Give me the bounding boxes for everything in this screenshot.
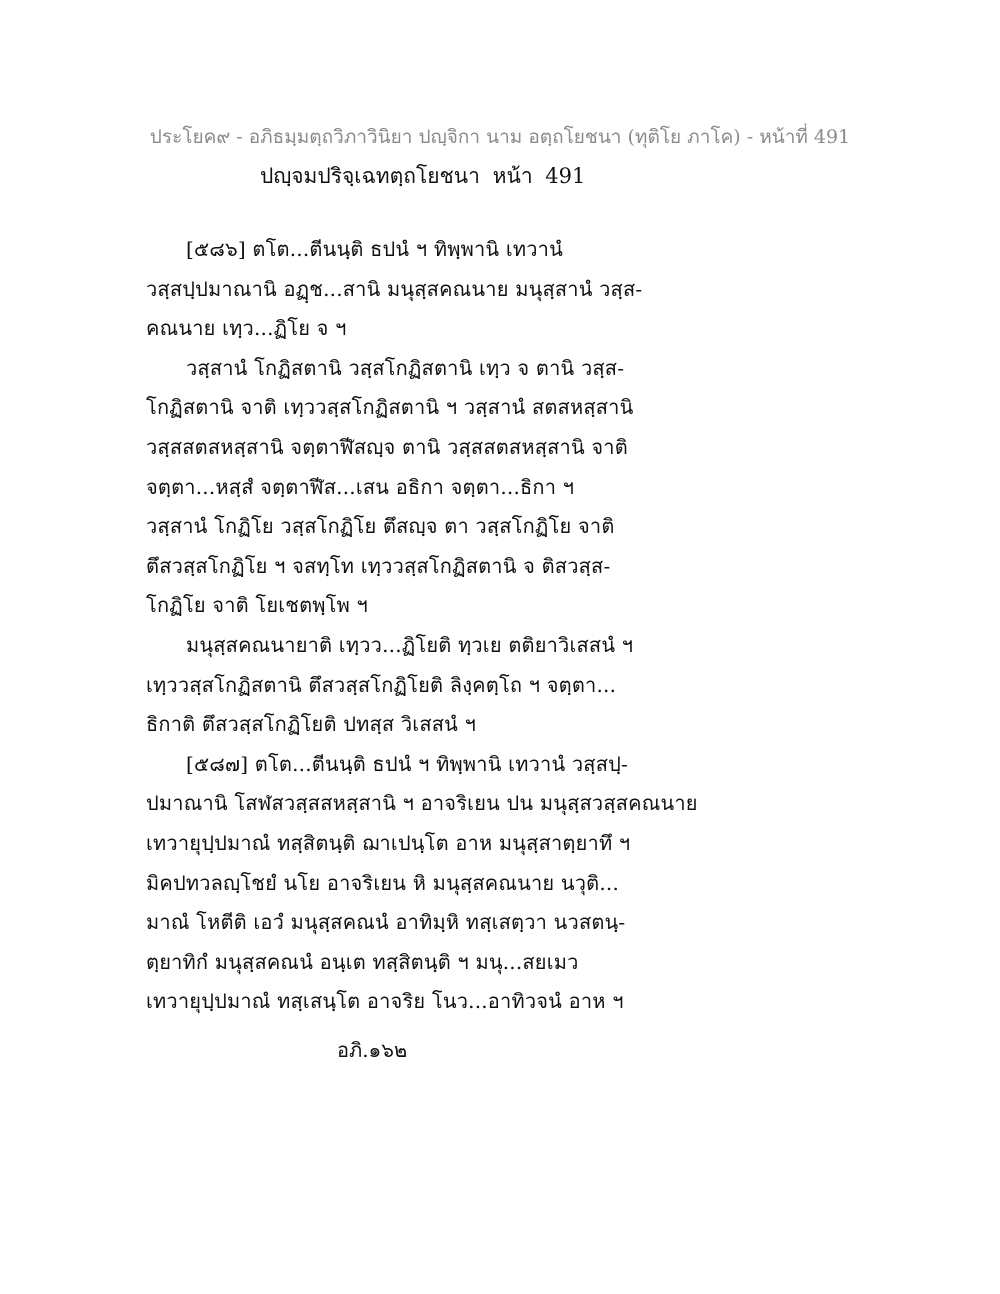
body-text	[146, 230, 846, 1022]
text-line: วสฺสปฺปมาณานิ อฏฺช...สานิ มนุสฺสคณนาย มนุสฺสานํ วสฺส-	[146, 276, 643, 301]
text-line: ตฺยาทิกํ มนุสฺสคณนํ อนฺเต ทสฺสิตนฺติ ฯ มนุ...สยเมว	[146, 949, 579, 974]
text-line: วสฺสสตสหสฺสานิ จตฺตาฬีสญฺจ ตานิ วสฺสสตสหสฺสานิ จาติ	[146, 434, 628, 459]
text-line: มิคปทวลญฺโชยํ นโย อาจริเยน หิ มนุสฺสคณนาย นวุติ...	[146, 870, 620, 895]
text-line: จตฺตา...หสฺสํ จตฺตาฬีส...เสน อธิกา จตฺตา...ธิกา ฯ	[146, 474, 575, 499]
text-line: มาณํ โหตีติ เอวํ มนุสฺสคณนํ อาทิมฺหิ ทสฺเสตฺวา นวสตนฺ-	[146, 910, 626, 935]
text-line: วสฺสานํ โกฏิโย วสฺสโกฏิโย ตึสญฺจ ตา วสฺสโกฏิโย จาติ	[146, 514, 615, 539]
text-line: โกฏิสตานิ จาติ เทฺววสฺสโกฏิสตานิ ฯ วสฺสานํ สตสหสฺสานิ	[146, 395, 634, 420]
text-line: วสฺสานํ โกฏิสตานิ วสฺสโกฏิสตานิ เทฺว จ ตานิ วสฺส-	[186, 355, 625, 380]
page-title: ปญฺจมปริจฺเฉทตฺถโยชนา หน้า 491	[260, 164, 586, 188]
running-header: ประโยค๙ - อภิธมฺมตฺถวิภาวินิยา ปญฺจิกา นาม อตฺถโยชนา (ทุติโย ภาโค) - หน้าที่ 491	[149, 126, 851, 148]
text-line: เทวายุปฺปมาณํ ทสฺสิตนฺติ ฌาเปนฺโต อาห มนุสฺสาตฺยาทึ ฯ	[146, 830, 631, 855]
text-line: มนุสฺสคณนายาติ เทฺวว...ฏิโยติ ทฺวเย ตติยาวิเสสนํ ฯ	[186, 632, 634, 657]
text-line: เทวายุปฺปมาณํ ทสฺเสนฺโต อาจริย โนว...อาทิวจนํ อาห ฯ	[146, 989, 624, 1014]
folio: อภิ.๑๖๒	[337, 1038, 408, 1062]
text-line: ธิกาติ ตึสวสฺสโกฏิโยติ ปทสฺส วิเสสนํ ฯ	[146, 712, 477, 737]
text-line: คณนาย เทฺว...ฏิโย จ ฯ	[146, 316, 347, 341]
text-line: ตึสวสฺสโกฏิโย ฯ จสทฺโท เทฺววสฺสโกฏิสตานิ จ ติสวสฺส-	[146, 553, 611, 578]
text-line: ปมาณานิ โสฬสวสฺสสหสฺสานิ ฯ อาจริเยน ปน มนุสฺสวสฺสคณนาย	[146, 791, 698, 816]
text-line: เทฺววสฺสโกฏิสตานิ ตึสวสฺสโกฏิโยติ ลิงฺคตฺโถ ฯ จตฺตา...	[146, 672, 617, 697]
text-line: [๕๘๖] ตโต...ตีนนฺติ ธปนํ ฯ ทิพฺพานิ เทวานํ	[186, 237, 563, 261]
text-line: โกฏิโย จาติ โยเชตพฺโพ ฯ	[146, 593, 368, 618]
text-line: [๕๘๗] ตโต...ตีนนฺติ ธปนํ ฯ ทิพฺพานิ เทวานํ วสฺสปฺ-	[186, 751, 628, 776]
